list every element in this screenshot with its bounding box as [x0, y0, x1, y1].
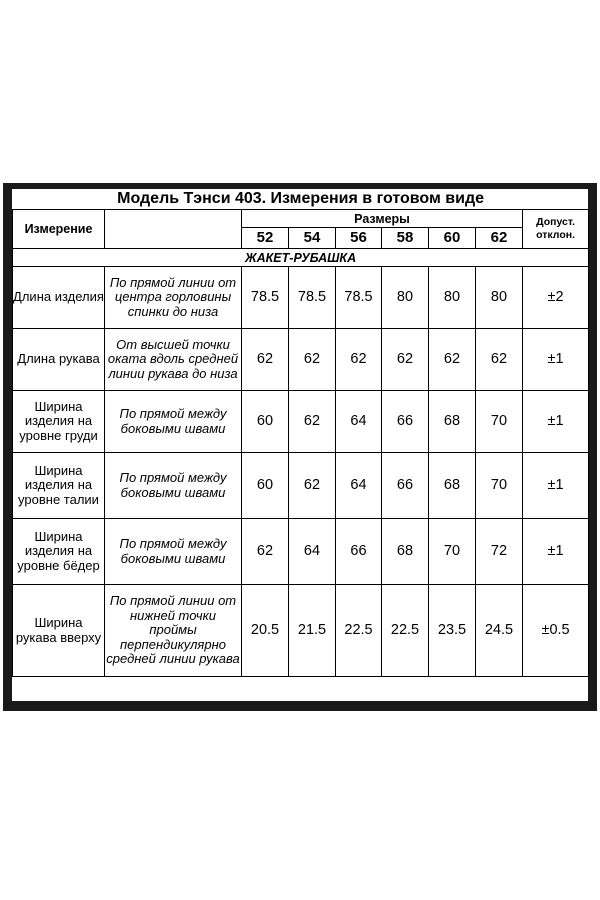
measurement-description: По прямой линии от нижней точки проймы перпендикулярно средней линии рукава — [105, 585, 242, 677]
table-row — [13, 585, 589, 677]
value-cell: 80 — [476, 267, 523, 329]
value-cell: 68 — [382, 519, 429, 585]
value-cell: 62 — [242, 329, 289, 391]
value-cell: 62 — [289, 391, 336, 453]
value-cell: 62 — [476, 329, 523, 391]
value-cell: 62 — [289, 453, 336, 519]
measurement-description: По прямой линии от центра горловины спинки до низа — [105, 267, 242, 329]
value-cell: 68 — [429, 453, 476, 519]
value-cell: 72 — [476, 519, 523, 585]
value-cell: 64 — [336, 391, 382, 453]
tolerance-header: Допуст. отклон. — [523, 210, 589, 249]
value-cell: 68 — [429, 391, 476, 453]
value-cell: 62 — [289, 329, 336, 391]
value-cell: 66 — [336, 519, 382, 585]
measurement-name: Ширина изделия на уровне бёдер — [13, 519, 105, 585]
table-row — [13, 391, 589, 453]
measurement-description: От высшей точки оката вдоль средней линии рукава до низа — [105, 329, 242, 391]
value-cell: 64 — [336, 453, 382, 519]
value-cell: 80 — [382, 267, 429, 329]
table-frame — [3, 183, 597, 711]
value-cell: 78.5 — [242, 267, 289, 329]
size-58: 58 — [382, 228, 429, 249]
tolerance-cell: ±1 — [523, 519, 589, 585]
value-cell: 70 — [476, 391, 523, 453]
measurements-table — [12, 189, 589, 677]
value-cell: 60 — [242, 391, 289, 453]
table-row — [13, 453, 589, 519]
value-cell: 62 — [242, 519, 289, 585]
tolerance-cell: ±0.5 — [523, 585, 589, 677]
value-cell: 24.5 — [476, 585, 523, 677]
measurement-name: Ширина изделия на уровне груди — [13, 391, 105, 453]
measurement-name: Ширина рукава вверху — [13, 585, 105, 677]
value-cell: 80 — [429, 267, 476, 329]
tolerance-cell: ±1 — [523, 329, 589, 391]
tolerance-cell: ±1 — [523, 391, 589, 453]
value-cell: 62 — [382, 329, 429, 391]
table-row — [13, 519, 589, 585]
measurement-name: Ширина изделия на уровне талии — [13, 453, 105, 519]
measurement-name: Длина изделия — [13, 267, 105, 329]
measurement-name: Длина рукава — [13, 329, 105, 391]
size-52: 52 — [242, 228, 289, 249]
value-cell: 62 — [336, 329, 382, 391]
measurement-header: Измерение — [13, 210, 105, 249]
value-cell: 21.5 — [289, 585, 336, 677]
measurement-description: По прямой между боковыми швами — [105, 391, 242, 453]
sizes-header: Размеры — [242, 210, 523, 228]
size-chart — [12, 189, 588, 701]
table-row — [13, 329, 589, 391]
page-title: Модель Тэнси 403. Измерения в готовом виде — [117, 190, 484, 208]
value-cell: 20.5 — [242, 585, 289, 677]
description-header — [105, 210, 242, 249]
value-cell: 60 — [242, 453, 289, 519]
value-cell: 70 — [429, 519, 476, 585]
size-54: 54 — [289, 228, 336, 249]
table-row — [13, 267, 589, 329]
tolerance-cell: ±1 — [523, 453, 589, 519]
section-title: ЖАКЕТ-РУБАШКА — [13, 249, 589, 267]
measurement-description: По прямой между боковыми швами — [105, 453, 242, 519]
size-56: 56 — [336, 228, 382, 249]
size-62: 62 — [476, 228, 523, 249]
value-cell: 70 — [476, 453, 523, 519]
value-cell: 66 — [382, 391, 429, 453]
value-cell: 22.5 — [336, 585, 382, 677]
value-cell: 78.5 — [336, 267, 382, 329]
value-cell: 78.5 — [289, 267, 336, 329]
value-cell: 62 — [429, 329, 476, 391]
measurement-description: По прямой между боковыми швами — [105, 519, 242, 585]
tolerance-cell: ±2 — [523, 267, 589, 329]
value-cell: 23.5 — [429, 585, 476, 677]
value-cell: 22.5 — [382, 585, 429, 677]
value-cell: 64 — [289, 519, 336, 585]
value-cell: 66 — [382, 453, 429, 519]
size-60: 60 — [429, 228, 476, 249]
